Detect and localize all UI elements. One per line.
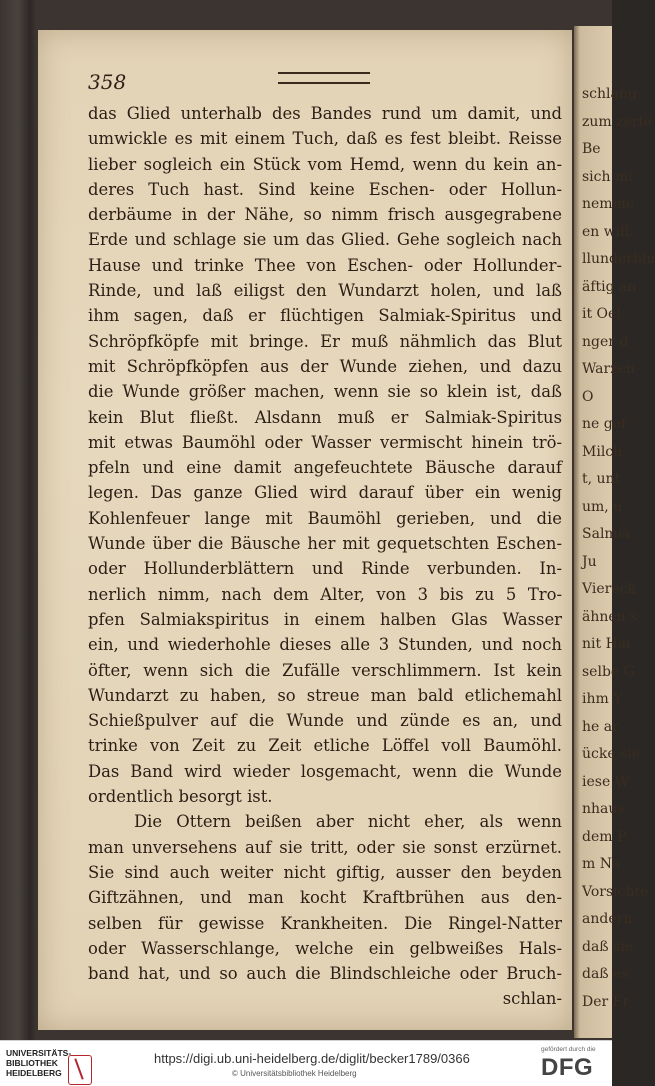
funder-label: gefördert durch die <box>541 1046 596 1053</box>
library-name-line: UNIVERSITÄTS- <box>6 1048 72 1058</box>
adjacent-page-fragment: andern <box>582 911 633 927</box>
adjacent-page-fragment: nit Hai <box>582 636 631 652</box>
library-name-line: HEIDELBERG <box>6 1068 62 1078</box>
text-line: Erde und schlage sie um das Glied. Gehe sogleich nach <box>88 230 562 250</box>
text-line: Schießpulver auf die Wunde und zünde es an, und <box>88 711 562 731</box>
adjacent-page-fragment: it Oel <box>582 306 621 322</box>
text-line: Rinde, und laß eiligst den Wundarzt holen, und laß <box>88 281 562 301</box>
text-line: lieber sogleich ein Stück vom Hemd, wenn du kein an- <box>88 154 562 174</box>
adjacent-page-fragment: Be <box>582 141 601 157</box>
adjacent-page-fragment: Salmia <box>582 526 631 542</box>
adjacent-page-fragment: nemme <box>582 196 635 212</box>
adjacent-page-fragment: selbe G <box>582 663 635 680</box>
text-line: Hause und trinke Thee von Eschen- oder Hollunder- <box>88 255 562 275</box>
text-line: ein, und wiederhohle dieses alle 3 Stunden, und noch <box>88 635 562 655</box>
dfg-logo[interactable]: DFG <box>541 1054 594 1081</box>
adjacent-page-fragment: O <box>582 388 594 405</box>
adjacent-page-fragment: Milch. <box>582 443 627 460</box>
adjacent-page-fragment: he ar <box>582 718 619 735</box>
adjacent-page-fragment: äftig an <box>582 278 637 295</box>
text-line: Sie sind auch weiter nicht giftig, ausser den beyden <box>88 862 562 882</box>
text-line: das Glied unterhalb des Bandes rund um damit, und <box>88 104 562 123</box>
text-line: derbäume in der Nähe, so nimm frisch ausgegrabene <box>88 205 562 225</box>
copyright-notice: © Universitätsbibliothek Heidelberg <box>232 1069 357 1078</box>
text-line: Wundarzt zu haben, so streue man bald etlichemahl <box>88 685 562 705</box>
adjacent-page-fragment: Der Fr <box>582 993 630 1010</box>
text-line: trinke von Zeit zu Zeit etliche Löffel voll Baumöhl. <box>88 736 562 756</box>
text-line: pfen Salmiakspiritus in einem halben Glas Wasser <box>88 609 562 629</box>
page-number: 358 <box>88 70 127 94</box>
adjacent-page-fragment: Vorsichte <box>582 883 649 900</box>
text-line: die Wunde größer machen, wenn sie so klein ist, daß <box>88 382 562 402</box>
adjacent-page-fragment: Viereck <box>582 581 636 597</box>
text-line: Schröpfköpfe mit bringe. Er muß nähmlich das Blut <box>88 331 562 351</box>
viewer-footer <box>0 1040 612 1086</box>
adjacent-page-fragment: ihm Y <box>582 691 623 707</box>
text-line: kein Blut fließt. Alsdann muß er Salmiak-Spiritus <box>88 407 562 427</box>
adjacent-page-fragment: Ju <box>582 553 597 570</box>
text-line: umwickle es mit einem Tuch, daß es fest bleibt. Reisse <box>88 129 562 149</box>
book-page <box>38 30 572 1030</box>
adjacent-page-fragment: en will. <box>582 223 634 240</box>
text-line: deres Tuch hast. Sind keine Eschen- oder Hollun- <box>88 179 562 199</box>
text-line: Das Band wird wieder losgemacht, wenn die Wunde <box>88 761 562 781</box>
adjacent-page-fragment: ücke sie <box>582 746 641 762</box>
text-line: ihm sagen, daß er flüchtigen Salmiak-Spiritus und <box>88 306 562 326</box>
permalink-url[interactable]: https://digi.ub.uni-heidelberg.de/diglit/becker1789/0366 <box>154 1051 470 1066</box>
text-line: band hat, und so auch die Blindschleiche oder Bruch- <box>88 964 562 984</box>
adjacent-page-edge <box>574 26 655 1038</box>
adjacent-page-fragment: Warzen <box>582 361 635 377</box>
text-line: öfter, wenn sich die Zufälle verschlimmern. Ist kein <box>88 660 562 680</box>
text-line: pfeln und eine damit angefeuchtete Bäusche darauf <box>88 458 562 478</box>
adjacent-page-fragment: nger d <box>582 333 629 350</box>
text-line: Giftzähnen, und man kocht Kraftbrühen aus den- <box>88 888 562 908</box>
adjacent-page-fragment: schlang <box>582 86 637 102</box>
adjacent-page-fragment: llunderblu <box>582 251 655 267</box>
adjacent-page-fragment: nhaus <box>582 801 625 817</box>
catchword: schlan- <box>502 989 562 1009</box>
paragraph-start-line: Die Ottern beißen aber nicht eher, als wenn <box>134 812 562 832</box>
text-line: man unversehens auf sie tritt, oder sie sonst erzürnet. <box>88 837 562 857</box>
adjacent-page-fragment: zum zerle <box>582 113 652 130</box>
header-ornament <box>278 72 370 84</box>
text-line: oder Wasserschlange, welche ein gelbweißes Hals- <box>88 938 562 958</box>
adjacent-page-fragment: daß es <box>582 966 629 982</box>
adjacent-page-fragment: sich mi <box>582 168 633 185</box>
text-line: ordentlich besorgt ist. <box>88 787 273 807</box>
adjacent-page-fragment: m Na <box>582 856 621 872</box>
library-logo[interactable] <box>6 1048 136 1080</box>
adjacent-page-fragment: ähnen s <box>582 608 638 625</box>
page-body-text <box>88 101 562 1012</box>
text-line: nerlich nimm, nach dem Alter, von 3 bis zu 5 Tro- <box>88 584 562 604</box>
text-line: mit etwas Baumöhl oder Wasser vermischt hinein trö- <box>88 432 562 452</box>
university-seal-icon <box>68 1055 92 1085</box>
library-name-line: BIBLIOTHEK <box>6 1058 58 1068</box>
text-line: legen. Das ganze Glied wird darauf über ein wenig <box>88 483 562 503</box>
text-line: oder Hollunderblättern und Rinde verbunden. In- <box>88 559 562 579</box>
adjacent-page-fragment: dem P <box>582 828 627 845</box>
text-line: mit Schröpfköpfen aus der Wunde ziehen, und dazu <box>88 356 562 376</box>
adjacent-page-fragment: t, unt <box>582 471 621 487</box>
adjacent-page-fragment: ne gef <box>582 416 627 432</box>
adjacent-page-fragment: um, u <box>582 498 623 515</box>
text-line: selben für gewisse Krankheiten. Die Ringel-Natter <box>88 913 562 933</box>
text-line: Wunde über die Bäusche her mit gequetschten Eschen- <box>88 534 562 554</box>
adjacent-page-fragment: iese W <box>582 773 630 790</box>
text-line: Kohlenfeuer lange mit Baumöhl gerieben, und die <box>88 508 562 528</box>
adjacent-page-fragment: daß sie <box>582 938 634 955</box>
